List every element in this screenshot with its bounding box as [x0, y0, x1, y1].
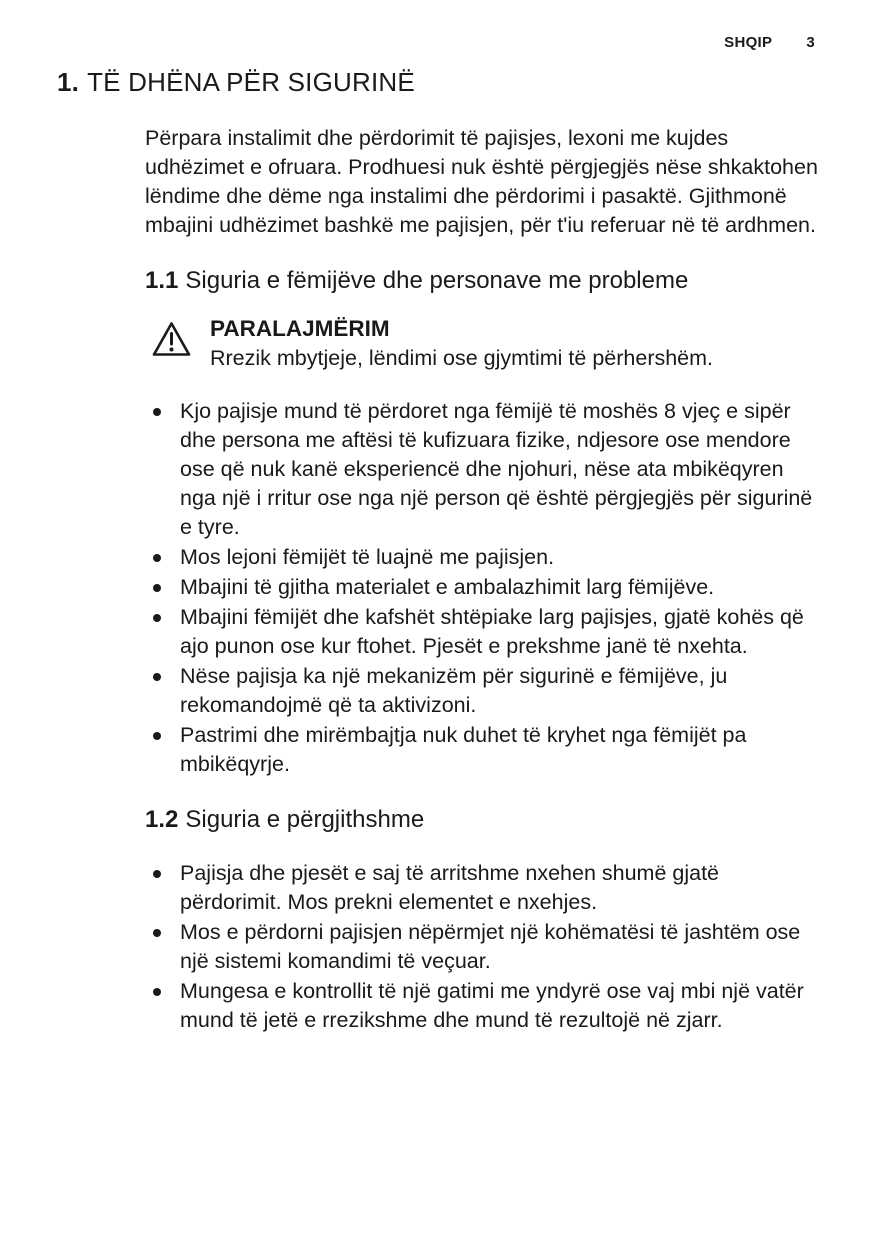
- list-item-text: Pastrimi dhe mirëmbajtja nuk duhet të kryhet nga fëmijët pa mbikëqyrje.: [180, 723, 747, 776]
- subsection-1-1-heading: [145, 266, 823, 296]
- list-item-text: Kjo pajisje mund të përdoret nga fëmijë të moshës 8 vjeç e sipër dhe persona me aftësi të kufizuara fizike, ndjesore ose mendore ose që nuk kanë eksperiencë dhe njohuri, nëse ata mbikëqyren nga një i rritur ose nga një person që është përgjegjës për sigurinë e tyre.: [180, 399, 813, 539]
- list-item: [145, 859, 823, 917]
- bullet-icon: [153, 929, 161, 937]
- warning-content: [210, 314, 713, 373]
- safety-list-general: [145, 859, 823, 1035]
- page-header: [0, 34, 875, 51]
- chapter-title: TË DHËNA PËR SIGURINË: [87, 67, 415, 97]
- bullet-icon: [153, 988, 161, 996]
- list-item: [145, 573, 823, 602]
- list-item: [145, 662, 823, 720]
- list-item: [145, 543, 823, 572]
- subsection-1-2-number: 1.2: [145, 806, 179, 833]
- list-item-text: Nëse pajisja ka një mekanizëm për sigurinë e fëmijëve, ju rekomandojmë që ta aktivizoni.: [180, 664, 728, 717]
- list-item: [145, 977, 823, 1035]
- list-item: [145, 397, 823, 542]
- bullet-icon: [153, 584, 161, 592]
- warning-description: Rrezik mbytjeje, lëndimi ose gjymtimi të përhershëm.: [210, 346, 714, 370]
- chapter-number: 1.: [57, 67, 80, 97]
- bullet-icon: [153, 870, 161, 878]
- chapter-heading: [57, 67, 875, 98]
- bullet-icon: [153, 554, 161, 562]
- list-item: [145, 918, 823, 976]
- subsection-1-1-number: 1.1: [145, 267, 179, 294]
- warning-title: PARALAJMËRIM: [210, 316, 390, 341]
- warning-box: [151, 314, 823, 373]
- bullet-icon: [153, 614, 161, 622]
- list-item-text: Mungesa e kontrollit të një gatimi me yndyrë ose vaj mbi një vatër mund të jetë e rrezikshme dhe mund të rezultojë në zjarr.: [180, 979, 804, 1032]
- list-item-text: Mbajini fëmijët dhe kafshët shtëpiake larg pajisjes, gjatë kohës që ajo punon ose kur ftohet. Pjesët e prekshme janë të nxehta.: [180, 605, 804, 658]
- warning-triangle-icon: [151, 320, 192, 366]
- bullet-icon: [153, 732, 161, 740]
- list-item-text: Mos e përdorni pajisjen nëpërmjet një kohëmatësi të jashtëm ose një sistemi komandimi të veçuar.: [180, 920, 801, 973]
- list-item-text: Pajisja dhe pjesët e saj të arritshme nxehen shumë gjatë përdorimit. Mos prekni elementet e nxehjes.: [180, 861, 720, 914]
- subsection-1-2-heading: [145, 805, 823, 835]
- intro-paragraph: Përpara instalimit dhe përdorimit të pajisjes, lexoni me kujdes udhëzimet e ofruara. Prodhuesi nuk është përgjegjës nëse shkaktohen lëndime dhe dëme nga instalimi dhe përdorimi i pasaktë. Gjithmonë mbajini udhëzimet bashkë me pajisjen, për t'iu referuar në të ardhmen.: [145, 126, 818, 237]
- list-item: [145, 721, 823, 779]
- list-item: [145, 603, 823, 661]
- safety-list-children: [145, 397, 823, 779]
- bullet-icon: [153, 408, 161, 416]
- language-label: SHQIP: [724, 34, 773, 51]
- list-item-text: Mos lejoni fëmijët të luajnë me pajisjen.: [180, 545, 555, 569]
- list-item-text: Mbajini të gjitha materialet e ambalazhimit larg fëmijëve.: [180, 575, 715, 599]
- subsection-1-1-title: Siguria e fëmijëve dhe personave me probleme: [185, 267, 689, 294]
- subsection-1-2-title: Siguria e përgjithshme: [185, 806, 425, 833]
- page-content: [145, 124, 823, 1035]
- page-number: 3: [806, 34, 815, 51]
- bullet-icon: [153, 673, 161, 681]
